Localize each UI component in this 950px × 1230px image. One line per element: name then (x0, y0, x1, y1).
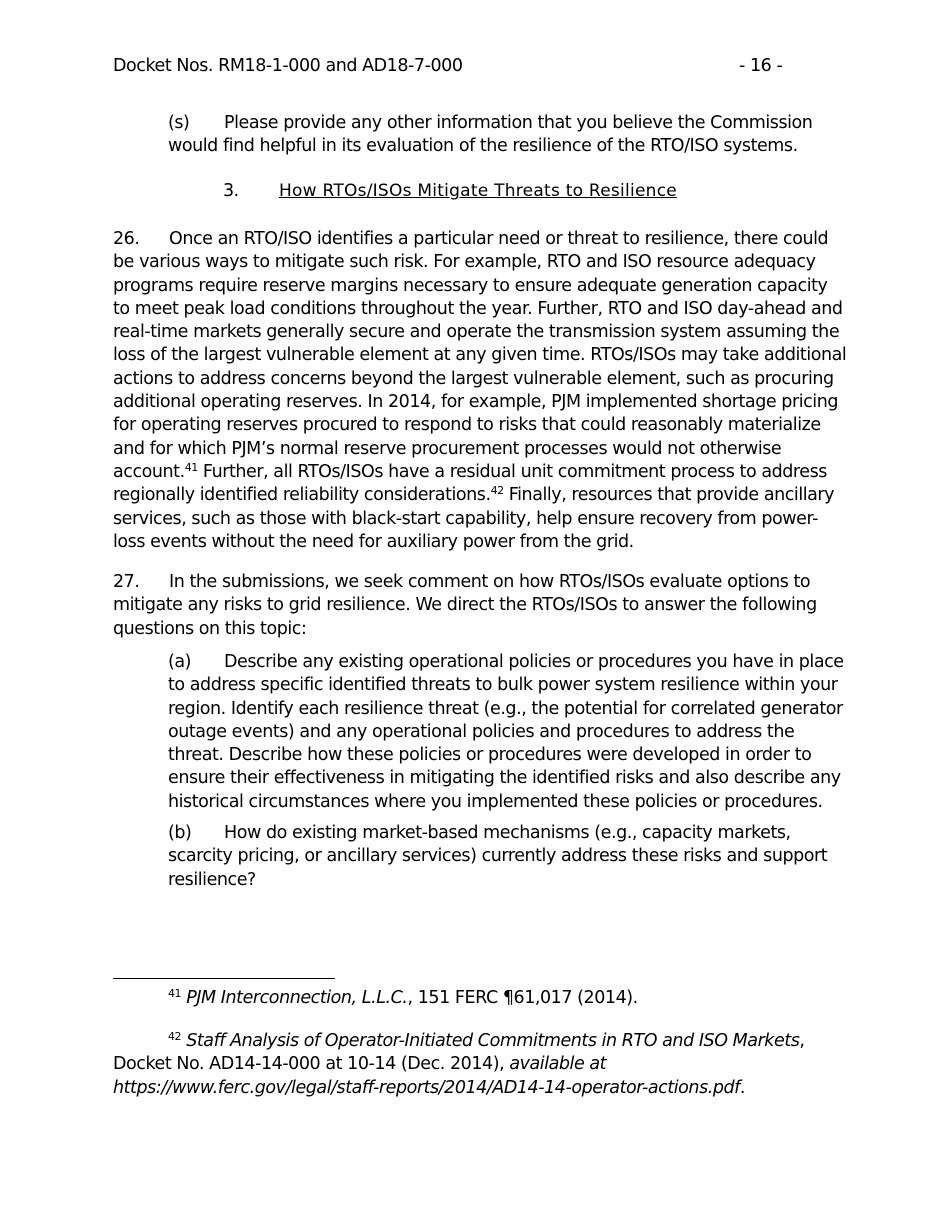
footnote-42 (113, 1030, 848, 1100)
question-text: Please provide any other information that you believe the Commission would find helpful in its evaluation of the resilience of the RTO/ISO systems. (168, 113, 813, 157)
paragraph-number: 27. (113, 572, 140, 592)
docket-number: Docket Nos. RM18-1-000 and AD18-7-000 (113, 56, 463, 76)
question-label: (b) (168, 823, 192, 843)
question-text: Describe any existing operational policies or procedures you have in place to address specific identified threats to bulk power system resilience within your region. Identify each resilience threat (e.g., the potential for correlated generator outage events) and any operational policies and procedures to address the threat. Describe how these policies or procedures were developed in order to ensure their effectiveness in mitigating the identified risks and also describe any historical circumstances where you implemented these policies or procedures. (168, 652, 844, 812)
footnote-number: 42 (168, 1030, 182, 1043)
section-title: How RTOs/ISOs Mitigate Threats to Resilience (279, 181, 677, 201)
paragraph-27 (113, 571, 848, 641)
footnote-ref-41[interactable]: 41 (184, 460, 198, 474)
report-url[interactable]: https://www.ferc.gov/legal/staff-reports/2014/AD14-14-operator-actions.pdf (113, 1077, 740, 1098)
page-number: - 16 - (739, 56, 783, 76)
page-header (113, 56, 833, 80)
paragraph-number: 26. (113, 229, 140, 249)
footnote-ref-42[interactable]: 42 (490, 484, 504, 498)
paragraph-text: Finally, resources that provide ancillary services, such as those with black-start capability, help ensure recovery from power-loss events without the need for auxiliary power from the grid. (113, 485, 835, 552)
paragraph-text: Once an RTO/ISO identifies a particular need or threat to resilience, there could be various ways to mitigate such risk. For example, RTO and ISO resource adequacy programs require reserve margins necessary to ensure adequate generation capacity to meet peak load conditions throughout the year. Further, RTO and ISO day-ahead and real-time markets generally secure and operate the transmission system assuming the loss of the largest vulnerable element at any given time. RTOs/ISOs may take additional actions to address concerns beyond the largest vulnerable element, such as procuring additional operating reserves. In 2014, for example, PJM implemented shortage pricing for operating reserves procured to respond to risks that could reasonably materialize and for which PJM’s normal reserve procurement processes would not otherwise account. (113, 229, 847, 482)
footnote-separator (113, 978, 335, 979)
question-label: (a) (168, 652, 192, 672)
question-a (168, 651, 848, 814)
section-heading (223, 181, 677, 201)
docket-citation: , Docket No. AD14-14-000 at 10-14 (Dec. 2014), (113, 1031, 805, 1075)
paragraph-text: In the submissions, we seek comment on how RTOs/ISOs evaluate options to mitigate any risks to grid resilience. We direct the RTOs/ISOs to answer the following questions on this topic: (113, 572, 817, 639)
footnote-number: 41 (168, 987, 182, 1000)
question-s (168, 112, 848, 159)
paragraph-26 (113, 228, 848, 554)
available-at: available at (509, 1054, 607, 1075)
paragraph-text: Further, all RTOs/ISOs have a residual unit commitment process to address regionally identified reliability considerations. (113, 461, 827, 506)
question-b (168, 822, 848, 892)
question-label: (s) (168, 113, 190, 133)
footnote-41 (168, 987, 848, 1010)
footnote-end: . (739, 1077, 745, 1098)
citation: , 151 FERC ¶61,017 (2014). (407, 988, 638, 1008)
section-number: 3. (223, 181, 239, 201)
question-text: How do existing market-based mechanisms (e.g., capacity markets, scarcity pricing, or ancillary services) currently address these risks and support resilience? (168, 823, 828, 890)
case-name: PJM Interconnection, L.L.C. (186, 988, 408, 1008)
report-title: Staff Analysis of Operator-Initiated Commitments in RTO and ISO Markets (186, 1031, 800, 1051)
